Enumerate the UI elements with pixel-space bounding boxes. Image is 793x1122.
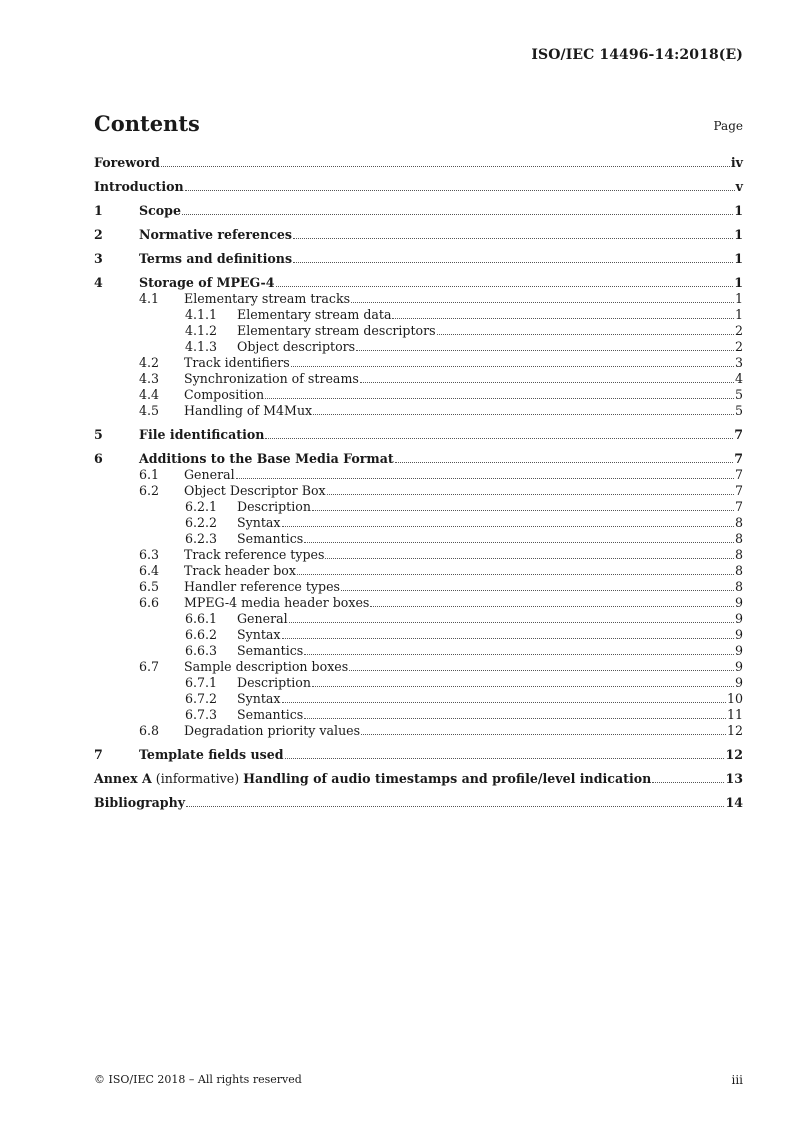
contents-title: Contents: [94, 111, 200, 136]
toc-entry-page: 7: [734, 483, 743, 498]
dot-leader: [265, 398, 734, 399]
toc-entry-number: 6: [94, 451, 103, 466]
toc-entry-6-7-3[interactable]: [94, 707, 743, 723]
toc-entry-page: 2: [734, 323, 743, 338]
toc-entry-page: iv: [730, 155, 743, 170]
dot-leader: [161, 166, 730, 167]
dot-leader: [304, 654, 734, 655]
dot-leader: [285, 758, 725, 759]
toc-entry-number: 4.3: [139, 371, 160, 386]
toc-entry-6-6-2[interactable]: [94, 627, 743, 643]
toc-entry-title: Template fields used: [139, 747, 284, 762]
toc-entry-title: Handler reference types: [184, 579, 341, 594]
dot-leader: [327, 494, 734, 495]
toc-entry-number: 6.6: [139, 595, 160, 610]
toc-entry-number: 1: [94, 203, 103, 218]
dot-leader: [182, 214, 733, 215]
toc-entry-number: 4: [94, 275, 103, 290]
toc-entry-title: Object descriptors: [237, 339, 356, 354]
dot-leader: [291, 366, 734, 367]
toc-entry-6-8[interactable]: [94, 723, 743, 739]
toc-entry-page: 9: [734, 659, 743, 674]
toc-entry-page: 1: [734, 307, 743, 322]
toc-entry-6-2-1[interactable]: [94, 499, 743, 515]
dot-leader: [312, 686, 734, 687]
table-of-contents: [94, 155, 743, 811]
toc-entry-number: 6.2: [139, 483, 160, 498]
toc-entry-6-7-1[interactable]: [94, 675, 743, 691]
toc-entry-page: 9: [734, 611, 743, 626]
toc-entry-page: v: [735, 179, 743, 194]
dot-leader: [304, 542, 734, 543]
toc-entry-4-5[interactable]: [94, 403, 743, 419]
toc-entry-number: 4.1.1: [185, 307, 218, 322]
toc-entry-normative-references[interactable]: [94, 227, 743, 243]
toc-entry-title: Elementary stream data: [237, 307, 392, 322]
toc-entry-title: General: [237, 611, 288, 626]
toc-entry-scope[interactable]: [94, 203, 743, 219]
toc-entry-page: 10: [726, 691, 743, 706]
toc-entry-page: 9: [734, 595, 743, 610]
toc-entry-4-1[interactable]: [94, 291, 743, 307]
toc-entry-number: 2: [94, 227, 103, 242]
toc-entry-page: 1: [734, 203, 743, 218]
toc-entry-6-4[interactable]: [94, 563, 743, 579]
toc-entry-6-2[interactable]: [94, 483, 743, 499]
toc-entry-page: 8: [734, 547, 743, 562]
toc-entry-number: 4.1.2: [185, 323, 218, 338]
toc-entry-title: Sample description boxes: [184, 659, 349, 674]
toc-entry-introduction[interactable]: [94, 179, 743, 195]
toc-entry-bibliography[interactable]: [94, 795, 743, 811]
dot-leader: [351, 302, 734, 303]
dot-leader: [370, 606, 734, 607]
toc-entry-page: 13: [725, 771, 743, 786]
toc-entry-title: Foreword: [94, 155, 160, 170]
dot-leader: [437, 334, 734, 335]
toc-entry-page: 8: [734, 563, 743, 578]
toc-entry-title: Introduction: [94, 179, 184, 194]
toc-entry-title: Scope: [139, 203, 181, 218]
toc-entry-template-fields-used[interactable]: [94, 747, 743, 763]
toc-entry-6-5[interactable]: [94, 579, 743, 595]
toc-entry-6-1[interactable]: [94, 467, 743, 483]
toc-entry-page: 7: [734, 467, 743, 482]
dot-leader: [304, 718, 726, 719]
toc-entry-title: Syntax: [237, 691, 281, 706]
toc-entry-title: Storage of MPEG-4: [139, 275, 275, 290]
toc-entry-6-6[interactable]: [94, 595, 743, 611]
toc-entry-title: Normative references: [139, 227, 293, 242]
toc-entry-page: 9: [734, 675, 743, 690]
toc-entry-additions-base-media-format[interactable]: [94, 451, 743, 467]
dot-leader: [293, 262, 733, 263]
toc-entry-page: 2: [734, 339, 743, 354]
toc-entry-page: 3: [734, 355, 743, 370]
toc-entry-number: 4.2: [139, 355, 160, 370]
toc-entry-title: Handling of M4Mux: [184, 403, 313, 418]
toc-entry-6-2-2[interactable]: [94, 515, 743, 531]
dot-leader: [341, 590, 734, 591]
toc-entry-page: 8: [734, 515, 743, 530]
toc-entry-6-6-3[interactable]: [94, 643, 743, 659]
dot-leader: [236, 478, 734, 479]
toc-entry-title: Handling of audio timestamps and profile/level indication: [243, 771, 652, 786]
toc-entry-number: 4.1.3: [185, 339, 218, 354]
toc-entry-page: 7: [734, 499, 743, 514]
toc-entry-annex-note: [152, 771, 243, 787]
toc-entry-number: 4.5: [139, 403, 160, 418]
dot-leader: [276, 286, 734, 287]
dot-leader: [289, 622, 734, 623]
dot-leader: [360, 382, 734, 383]
toc-entry-title: Object Descriptor Box: [184, 483, 326, 498]
toc-entry-number: 6.7.3: [185, 707, 218, 722]
toc-entry-title: Bibliography: [94, 795, 186, 810]
toc-entry-annex-a[interactable]: [94, 771, 743, 787]
toc-entry-page: 1: [734, 227, 743, 242]
toc-entry-number: 6.6.2: [185, 627, 218, 642]
toc-entry-number: 3: [94, 251, 103, 266]
dot-leader: [325, 558, 734, 559]
toc-entry-page: 9: [734, 643, 743, 658]
toc-entry-foreword[interactable]: [94, 155, 743, 171]
toc-entry-title: Elementary stream descriptors: [237, 323, 436, 338]
dot-leader: [293, 238, 733, 239]
toc-entry-4-1-3[interactable]: [94, 339, 743, 355]
toc-entry-6-7[interactable]: [94, 659, 743, 675]
toc-entry-number: 6.5: [139, 579, 160, 594]
copyright-notice: © ISO/IEC 2018 – All rights reserved: [94, 1073, 302, 1086]
toc-entry-number: 4.1: [139, 291, 160, 306]
toc-entry-4-3[interactable]: [94, 371, 743, 387]
dot-leader: [349, 670, 734, 671]
toc-entry-number: 5: [94, 427, 103, 442]
dot-leader: [652, 782, 724, 783]
toc-entry-page: 8: [734, 579, 743, 594]
dot-leader: [297, 574, 734, 575]
toc-entry-number: 6.7.1: [185, 675, 218, 690]
toc-entry-title: Terms and definitions: [139, 251, 293, 266]
toc-entry-number: 4.4: [139, 387, 160, 402]
toc-entry-6-6-1[interactable]: [94, 611, 743, 627]
annex-note-text: (informative): [155, 771, 240, 786]
toc-entry-title: Additions to the Base Media Format: [139, 451, 394, 466]
toc-entry-page: 12: [726, 723, 743, 738]
toc-entry-title: Description: [237, 675, 311, 690]
toc-entry-title: Track header box: [184, 563, 296, 578]
toc-entry-title: Elementary stream tracks: [184, 291, 351, 306]
toc-entry-number: 6.3: [139, 547, 160, 562]
dot-leader: [356, 350, 734, 351]
toc-entry-page: 7: [734, 451, 743, 466]
toc-entry-page: 1: [734, 275, 743, 290]
toc-entry-6-7-2[interactable]: [94, 691, 743, 707]
toc-entry-title: File identification: [139, 427, 265, 442]
dot-leader: [395, 462, 733, 463]
toc-entry-page: 4: [734, 371, 743, 386]
toc-entry-6-3[interactable]: [94, 547, 743, 563]
toc-entry-title: Semantics: [237, 531, 304, 546]
toc-entry-number: 6.6.3: [185, 643, 218, 658]
toc-entry-page: 11: [726, 707, 743, 722]
dot-leader: [282, 702, 726, 703]
toc-entry-4-1-1[interactable]: [94, 307, 743, 323]
page-column-label: Page: [713, 119, 743, 133]
toc-entry-number: 6.7.2: [185, 691, 218, 706]
toc-entry-title: Synchronization of streams: [184, 371, 359, 386]
dot-leader: [265, 438, 733, 439]
toc-entry-file-identification[interactable]: [94, 427, 743, 443]
toc-entry-number: 6.6.1: [185, 611, 218, 626]
toc-entry-title: Track reference types: [184, 547, 325, 562]
toc-entry-title: Syntax: [237, 515, 281, 530]
toc-entry-4-4[interactable]: [94, 387, 743, 403]
toc-entry-title: Syntax: [237, 627, 281, 642]
toc-entry-number: 6.7: [139, 659, 160, 674]
toc-entry-title: Composition: [184, 387, 265, 402]
dot-leader: [361, 734, 726, 735]
toc-entry-page: 14: [725, 795, 743, 810]
dot-leader: [313, 414, 734, 415]
toc-entry-number: 6.2.3: [185, 531, 218, 546]
toc-entry-title: General: [184, 467, 235, 482]
dot-leader: [392, 318, 734, 319]
toc-entry-terms-and-definitions[interactable]: [94, 251, 743, 267]
dot-leader: [282, 526, 734, 527]
toc-entry-number: 6.2.2: [185, 515, 218, 530]
toc-entry-annex-prefix: Annex A: [94, 771, 152, 786]
toc-entry-title: Description: [237, 499, 311, 514]
toc-entry-4-2[interactable]: [94, 355, 743, 371]
toc-entry-number: 6.1: [139, 467, 160, 482]
dot-leader: [282, 638, 734, 639]
toc-entry-page: 9: [734, 627, 743, 642]
toc-entry-4-1-2[interactable]: [94, 323, 743, 339]
toc-entry-page: 1: [734, 291, 743, 306]
toc-entry-page: 5: [734, 403, 743, 418]
toc-entry-number: 7: [94, 747, 103, 762]
toc-entry-page: 12: [725, 747, 743, 762]
toc-entry-page: 1: [734, 251, 743, 266]
toc-entry-number: 6.2.1: [185, 499, 218, 514]
dot-leader: [186, 806, 724, 807]
toc-entry-storage-of-mpeg4[interactable]: [94, 275, 743, 291]
toc-entry-number: 6.8: [139, 723, 160, 738]
document-id: ISO/IEC 14496-14:2018(E): [531, 47, 743, 63]
toc-entry-title: Semantics: [237, 643, 304, 658]
page-number: iii: [731, 1073, 743, 1087]
toc-entry-6-2-3[interactable]: [94, 531, 743, 547]
toc-entry-title: Degradation priority values: [184, 723, 361, 738]
dot-leader: [185, 190, 735, 191]
toc-entry-title: Semantics: [237, 707, 304, 722]
toc-entry-page: 7: [734, 427, 743, 442]
toc-entry-title: Track identifiers: [184, 355, 290, 370]
toc-entry-title: MPEG-4 media header boxes: [184, 595, 370, 610]
toc-entry-number: 6.4: [139, 563, 160, 578]
dot-leader: [312, 510, 734, 511]
toc-entry-page: 8: [734, 531, 743, 546]
toc-entry-page: 5: [734, 387, 743, 402]
